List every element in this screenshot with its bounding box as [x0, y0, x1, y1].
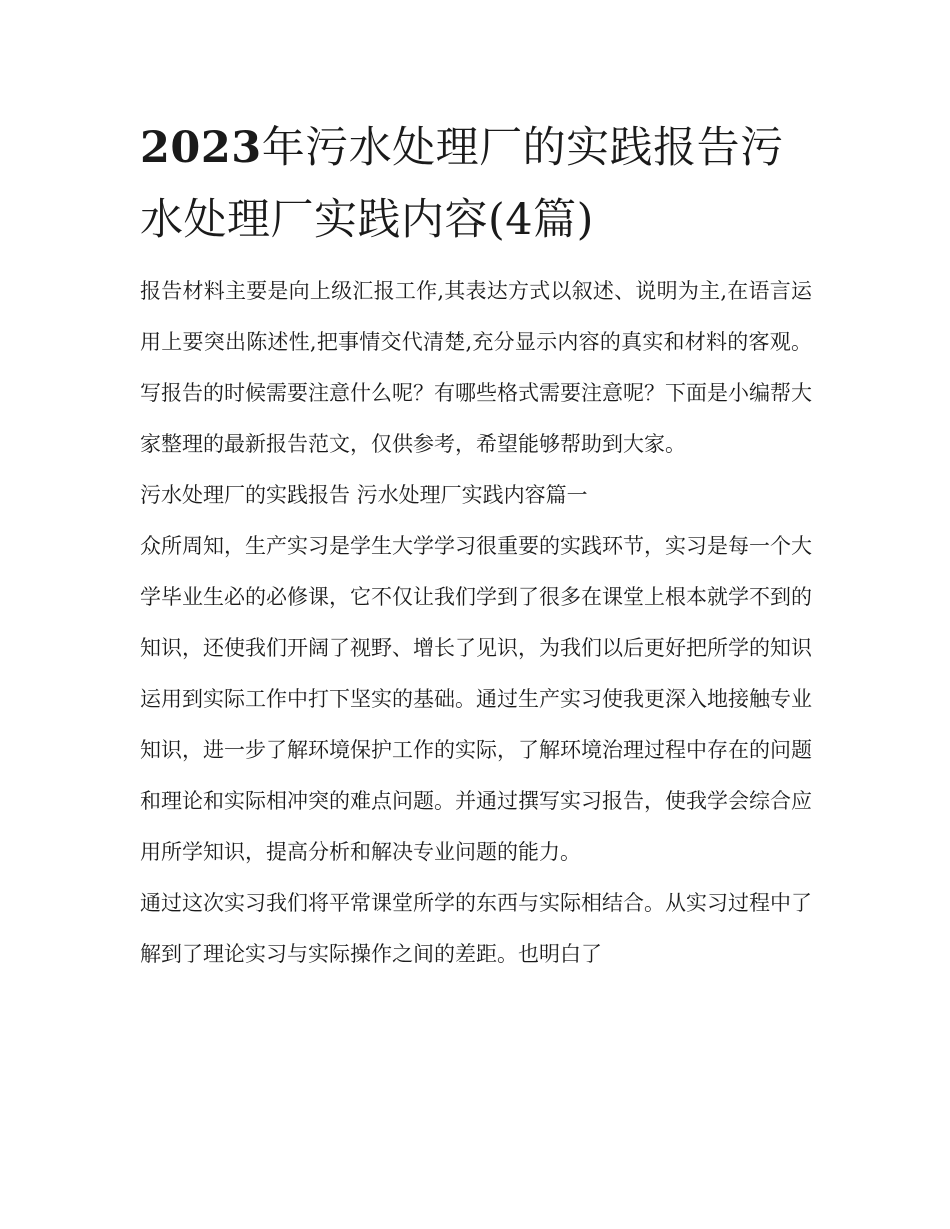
intro-paragraph: 报告材料主要是向上级汇报工作,其表达方式以叙述、说明为主,在语言运用上要突出陈述性,把事情交代清楚,充分显示内容的真实和材料的客观。写报告的时候需要注意什么呢？有哪些格式需要注意呢？下面是小编帮大家整理的最新报告范文，仅供参考，希望能够帮助到大家。: [140, 279, 812, 456]
body-paragraph-2: 通过这次实习我们将平常课堂所学的东西与实际相结合。从实习过程中了解到了理论实习与实际操作之间的差距。也明白了: [140, 891, 812, 966]
document-title: [140, 112, 812, 256]
body-paragraph-1: 众所周知，生产实习是学生大学学习很重要的实践环节，实习是每一个大学毕业生必的必修课，它不仅让我们学到了很多在课堂上根本就学不到的知识，还使我们开阔了视野、增长了见识，为我们以后更好把所学的知识运用到实际工作中打下坚实的基础。通过生产实习使我更深入地接触专业知识，进一步了解环境保护工作的实际，了解环境治理过程中存在的问题和理论和实际相冲突的难点问题。并通过撰写实习报告，使我学会综合应用所学知识，提高分析和解决专业问题的能力。: [140, 534, 812, 864]
title-text: 年污水处理厂的实践报告污水处理厂实践内容(4篇): [140, 123, 784, 245]
document-body: [140, 266, 812, 980]
document-page: [140, 112, 812, 980]
title-year: 2023: [140, 123, 262, 173]
section-heading: 污水处理厂的实践报告 污水处理厂实践内容篇一: [140, 483, 588, 507]
